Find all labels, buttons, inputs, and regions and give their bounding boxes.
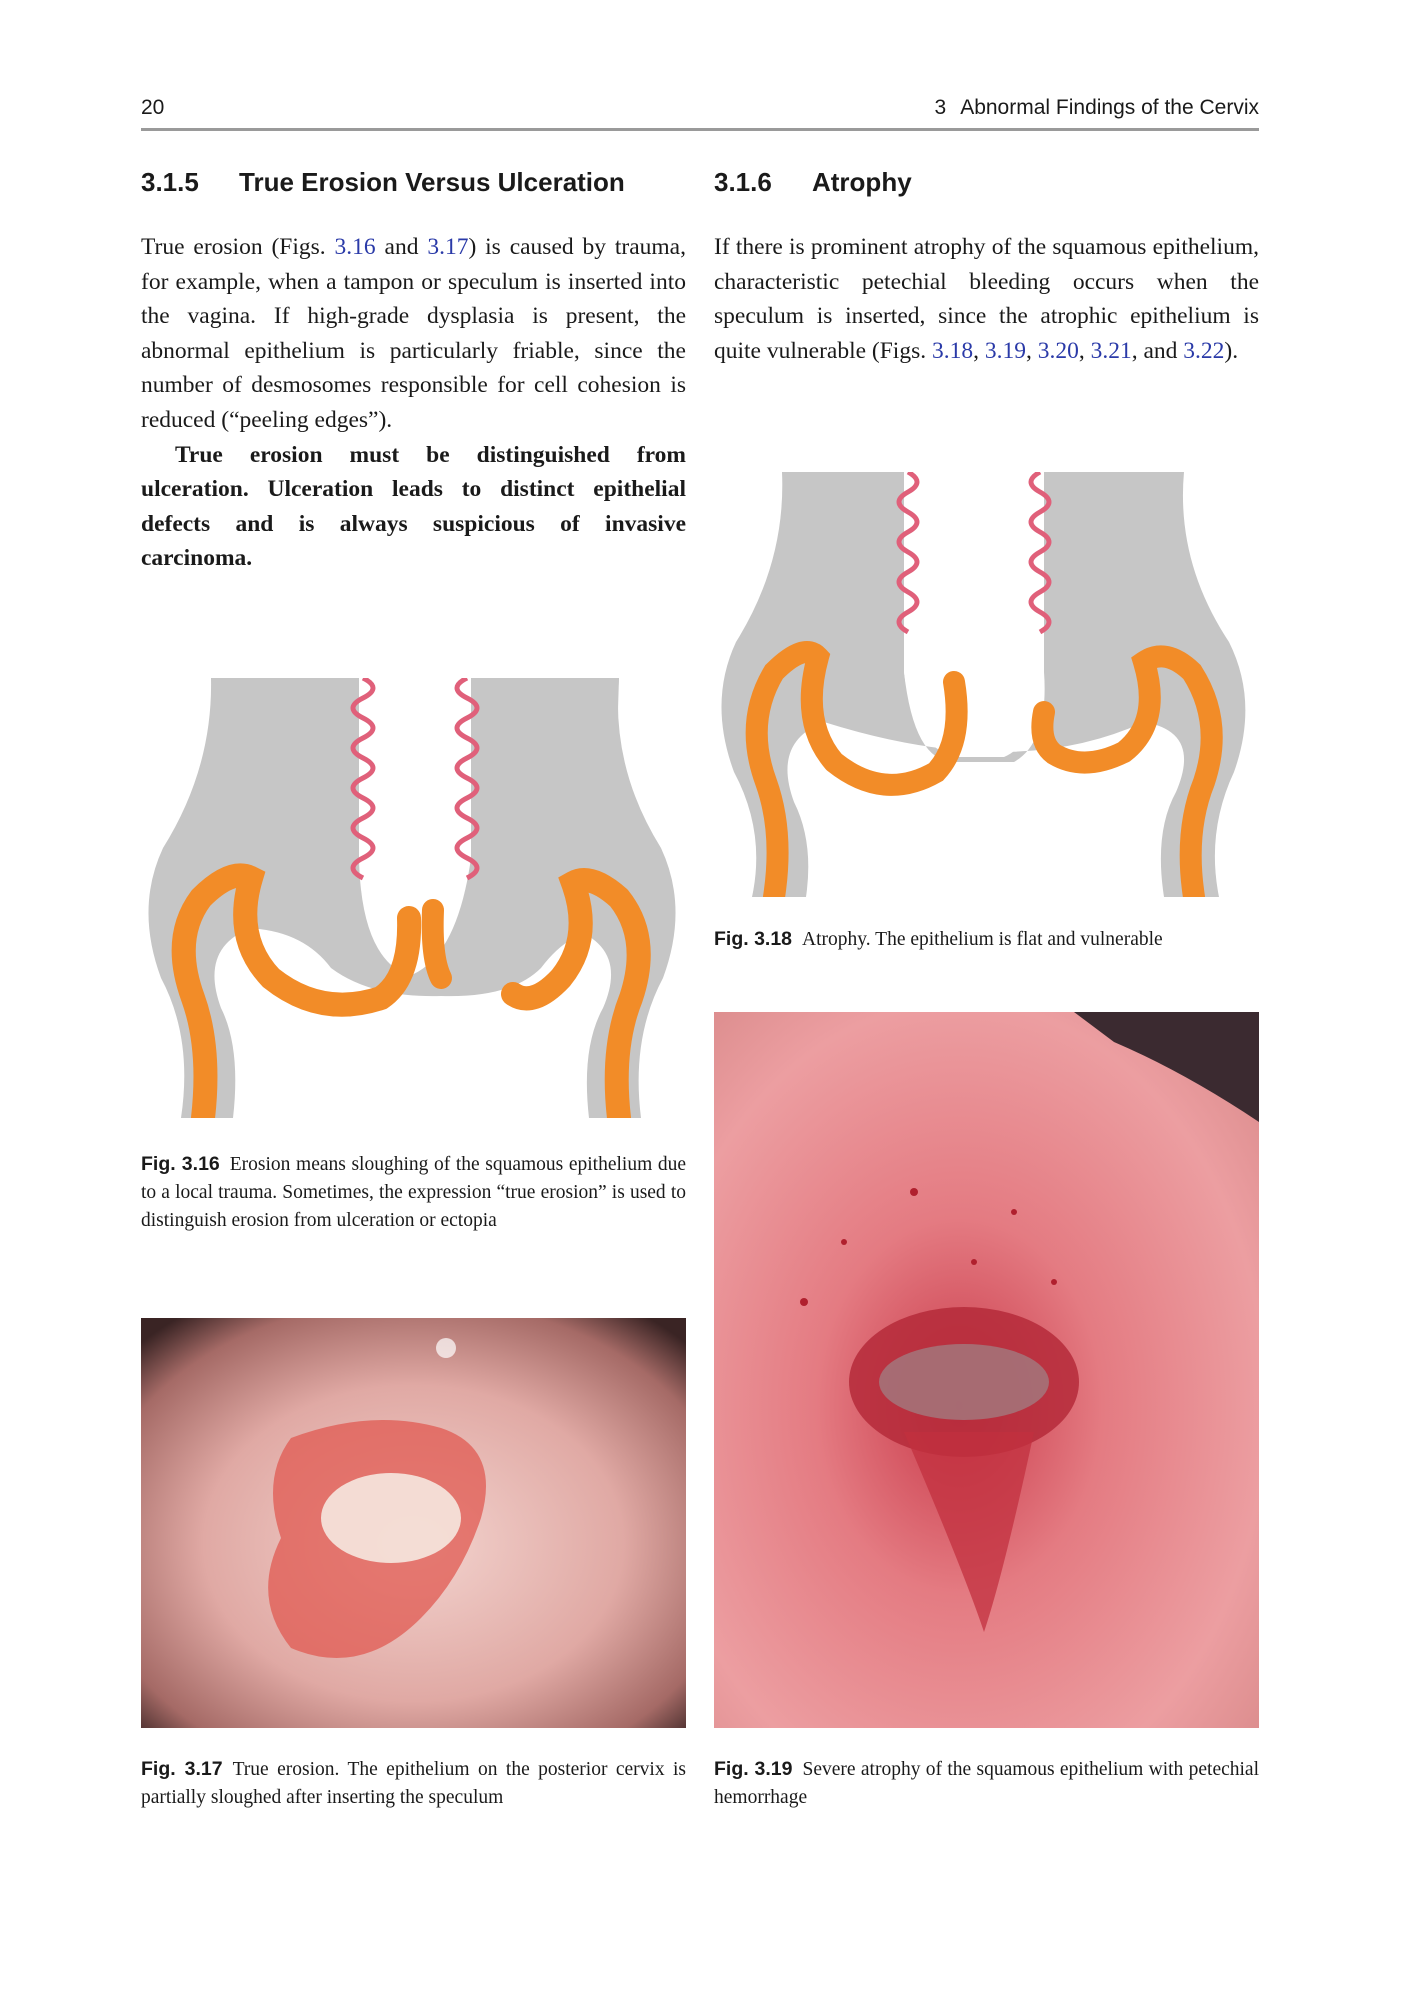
figure-ref-3-16[interactable]: 3.16 — [334, 234, 376, 260]
section-heading-atrophy — [714, 162, 1259, 202]
figure-label: Fig. 3.18 — [714, 928, 793, 950]
section-heading-erosion — [141, 162, 686, 202]
erosion-bold-paragraph: True erosion must be distinguished from ulceration. Ulceration leads to distinct epithelial defects and is always suspicious of invasive carcinoma. — [141, 441, 686, 572]
figure-3-18-diagram — [714, 472, 1259, 897]
erosion-diagram — [141, 678, 686, 1118]
text-run: If there is prominent atrophy of the squamous epithelium, characteristic petechial bleeding occurs when the speculum is inserted, since the atrophic epithelium is quite vulnerable (Figs. — [714, 234, 1259, 364]
canal — [904, 472, 1044, 757]
erosion-paragraph — [141, 230, 686, 438]
atrophy-photo — [714, 1012, 1259, 1728]
chapter-title-text: Abnormal Findings of the Cervix — [960, 96, 1259, 119]
figure-3-19-photo — [714, 1012, 1259, 1728]
section-title: True Erosion Versus Ulceration — [239, 167, 625, 197]
section-number: 3.1.5 — [141, 167, 199, 197]
chapter-title — [935, 96, 1260, 120]
caption-fig-3-18 — [714, 925, 1259, 954]
text-run: , — [1078, 337, 1091, 364]
page-number: 20 — [141, 96, 165, 119]
petechia — [971, 1259, 977, 1265]
epithelium-fragment — [433, 910, 441, 978]
caption-fig-3-19 — [714, 1755, 1259, 1812]
figure-ref-3-22[interactable]: 3.22 — [1183, 337, 1225, 364]
text-run: , — [1025, 337, 1038, 364]
running-head — [141, 96, 1259, 131]
figure-label: Fig. 3.17 — [141, 1758, 223, 1780]
caption-fig-3-16 — [141, 1150, 686, 1235]
text-run: ) is caused by trauma, for example, when a tampon or speculum is inserted into the vagina. If high-grade dysplasia is present, the abnormal epithelium is particularly friable, since the number of desmosomes responsible for cell cohesion is reduced (“peeling edges”). — [141, 234, 686, 433]
text-run: , and — [1131, 337, 1184, 364]
figure-label: Fig. 3.16 — [141, 1153, 220, 1175]
text-run: and — [375, 234, 428, 260]
section-title: Atrophy — [812, 167, 912, 197]
figure-3-17-photo — [141, 1318, 686, 1728]
right-column — [714, 162, 1259, 368]
caption-text: Severe atrophy of the squamous epithelium with petechial hemorrhage — [714, 1759, 1259, 1808]
section-number: 3.1.6 — [714, 167, 772, 197]
sloughed-epithelium — [321, 1473, 461, 1563]
petechia — [1011, 1209, 1017, 1215]
figure-ref-3-20[interactable]: 3.20 — [1037, 337, 1079, 364]
chapter-number: 3 — [934, 96, 947, 119]
erosion-photo — [141, 1318, 686, 1728]
reflection — [436, 1338, 456, 1358]
caption-text: Erosion means sloughing of the squamous epithelium due to a local trauma. Sometimes, the expression “true erosion” is used to distinguish erosion from ulceration or ectopia — [141, 1154, 686, 1231]
cervical-os — [879, 1344, 1049, 1420]
left-column — [141, 162, 686, 576]
petechia — [910, 1188, 918, 1196]
caption-text: True erosion. The epithelium on the posterior cervix is partially sloughed after inserting the speculum — [141, 1759, 687, 1808]
text-run: , — [973, 337, 985, 364]
figure-ref-3-17[interactable]: 3.17 — [427, 234, 469, 260]
petechia — [841, 1239, 847, 1245]
petechia — [1051, 1279, 1057, 1285]
caption-fig-3-17 — [141, 1755, 686, 1812]
figure-ref-3-21[interactable]: 3.21 — [1090, 337, 1132, 364]
atrophy-paragraph — [714, 230, 1259, 368]
petechia — [800, 1298, 808, 1306]
atrophy-diagram — [714, 472, 1259, 897]
figure-3-16-diagram — [141, 678, 686, 1118]
figure-ref-3-18[interactable]: 3.18 — [931, 337, 974, 364]
caption-text: Atrophy. The epithelium is flat and vulnerable — [802, 929, 1163, 950]
text-run: ). — [1224, 337, 1239, 364]
text-run: True erosion (Figs. — [141, 234, 335, 260]
figure-ref-3-19[interactable]: 3.19 — [984, 337, 1026, 364]
figure-label: Fig. 3.19 — [714, 1758, 793, 1780]
